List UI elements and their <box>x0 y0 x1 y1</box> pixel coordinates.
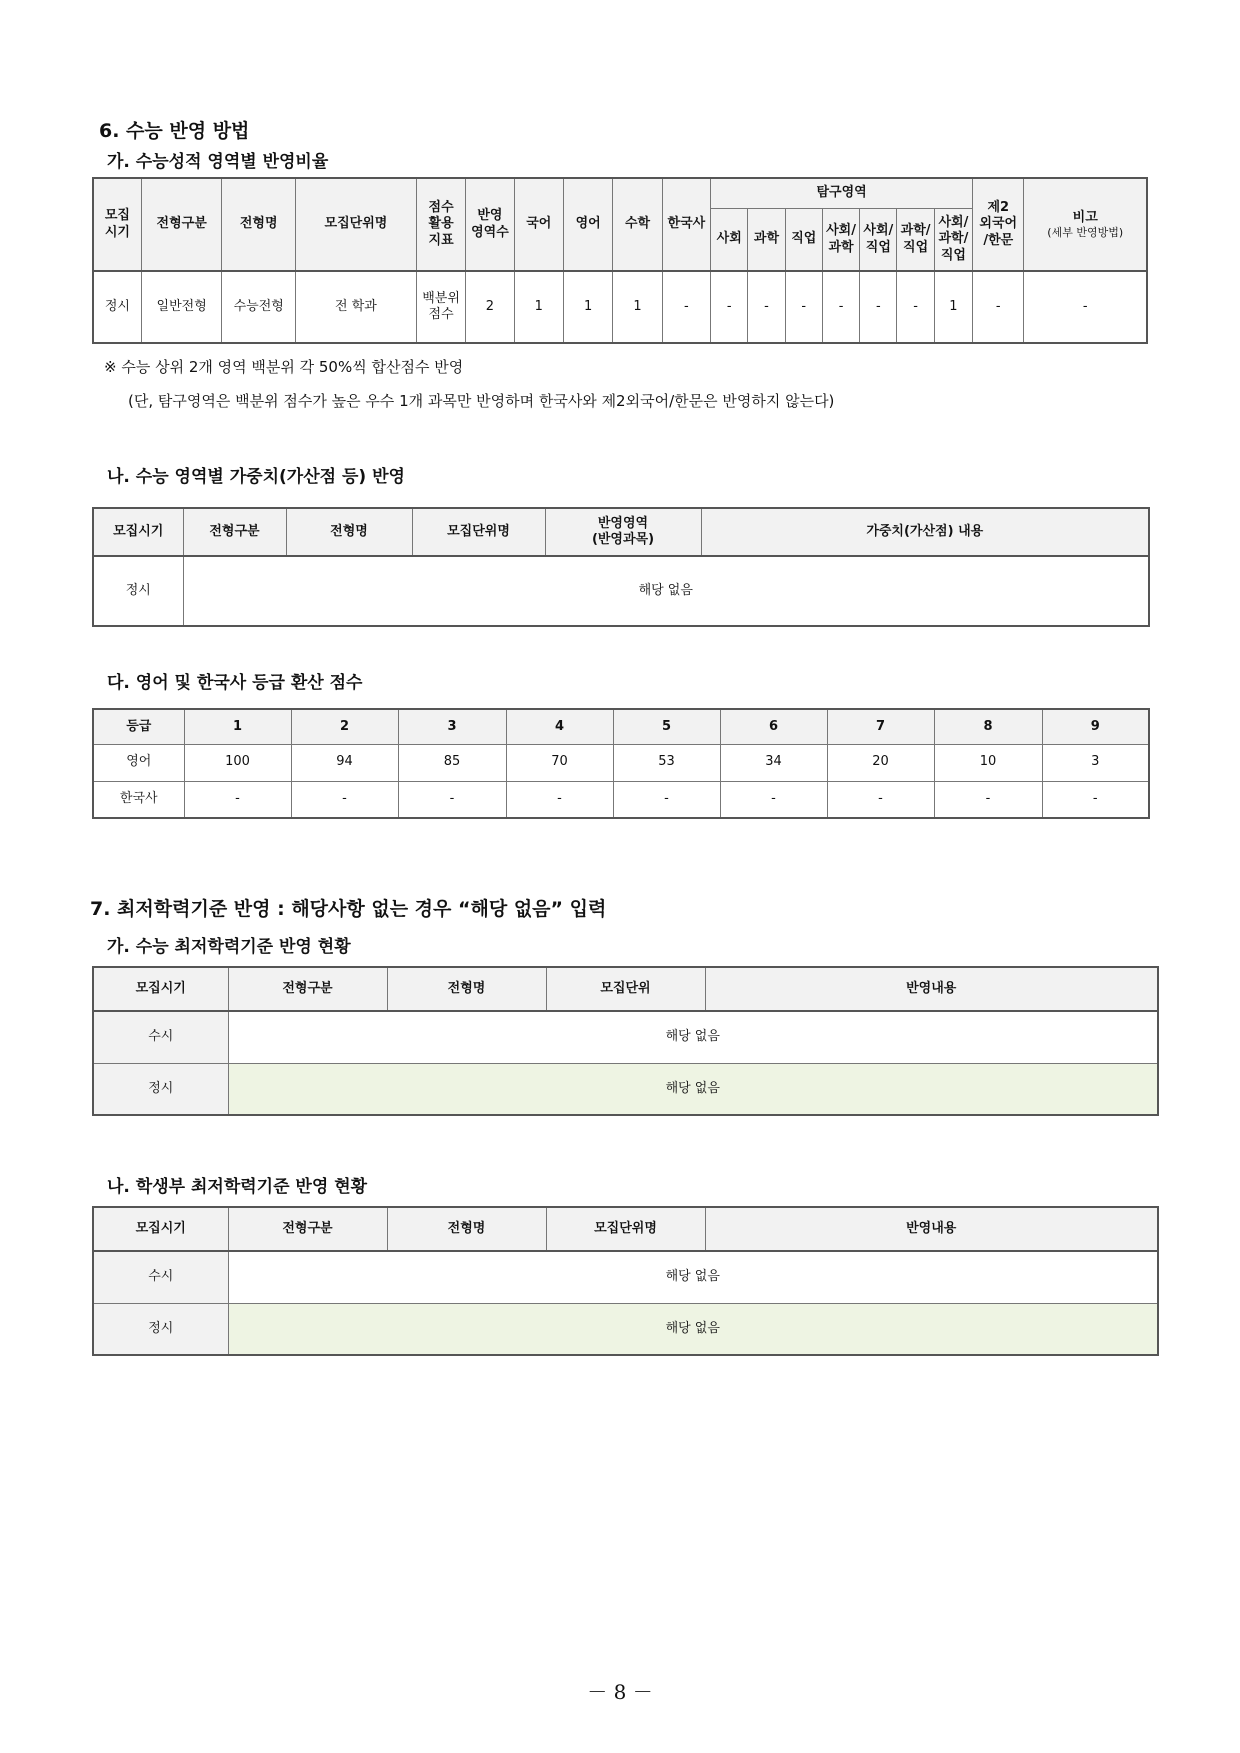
cell-score: 85 <box>398 744 506 781</box>
row-label-korean-history: 한국사 <box>93 781 184 818</box>
cell-score: - <box>827 781 934 818</box>
col-area: 반영영역 (반영과목) <box>545 508 701 556</box>
col-type: 전형구분 <box>228 1207 387 1251</box>
col-note-sub: (세부 반영방법) <box>1047 225 1124 239</box>
col-content: 반영내용 <box>705 1207 1158 1251</box>
col-unit: 모집단위 <box>546 967 705 1011</box>
cell-korean: 1 <box>514 271 563 343</box>
col-grade: 6 <box>720 709 827 744</box>
cell-inquiry: 1 <box>934 271 972 343</box>
grade-header-row <box>93 709 1149 744</box>
csat-minimum-table <box>92 966 1159 1116</box>
col-korean: 국어 <box>514 178 563 271</box>
subsection-7a-title: 가. 수능 최저학력기준 반영 현황 <box>107 937 351 957</box>
grade-conversion-table <box>92 708 1150 819</box>
subsection-6c-title: 다. 영어 및 한국사 등급 환산 점수 <box>107 673 363 693</box>
cell-inquiry: - <box>860 271 897 343</box>
col-grade: 2 <box>291 709 398 744</box>
col-inquiry-group: 탐구영역 <box>711 178 973 209</box>
table-row <box>93 781 1149 818</box>
cell-score: - <box>720 781 827 818</box>
cell-period: 수시 <box>93 1011 228 1063</box>
col-period: 모집시기 <box>93 967 228 1011</box>
table-row <box>93 556 1149 626</box>
cell-score: 10 <box>934 744 1042 781</box>
col-grade: 1 <box>184 709 291 744</box>
row-label-english: 영어 <box>93 744 184 781</box>
col-period: 모집시기 <box>93 1207 228 1251</box>
col-unit: 모집단위명 <box>296 178 417 271</box>
csat-ratio-header-row-1 <box>93 178 1147 209</box>
cell-score: 3 <box>1042 744 1149 781</box>
cell-note: - <box>1024 271 1147 343</box>
col-type: 전형구분 <box>141 178 222 271</box>
cell-score: 100 <box>184 744 291 781</box>
col-inquiry-sub: 사회/ 과학/ 직업 <box>934 209 972 271</box>
subsection-6b-title: 나. 수능 영역별 가중치(가산점 등) 반영 <box>107 467 405 487</box>
note-line-2: (단, 탐구영역은 백분위 점수가 높은 우수 1개 과목만 반영하며 한국사와 제2외국어/한문은 반영하지 않는다) <box>128 392 835 410</box>
col-period: 모집 시기 <box>93 178 141 271</box>
cell-period: 정시 <box>93 1063 228 1115</box>
cell-korean-history: - <box>662 271 710 343</box>
col-english: 영어 <box>563 178 612 271</box>
col-unit: 모집단위명 <box>546 1207 705 1251</box>
col-score-index: 점수 활용 지표 <box>416 178 465 271</box>
section-7-title: 7. 최저학력기준 반영 : 해당사항 없는 경우 “해당 없음” 입력 <box>90 898 607 920</box>
col-weight-content: 가중치(가산점) 내용 <box>701 508 1149 556</box>
cell-score: 94 <box>291 744 398 781</box>
col-inquiry-sub: 사회/ 직업 <box>860 209 897 271</box>
cell-content: 해당 없음 <box>228 1063 1158 1115</box>
col-name: 전형명 <box>387 1207 546 1251</box>
table-row <box>93 744 1149 781</box>
record-minimum-table <box>92 1206 1159 1356</box>
col-korean-history: 한국사 <box>662 178 710 271</box>
cell-score: - <box>506 781 613 818</box>
cell-score: - <box>291 781 398 818</box>
cell-score-index: 백분위 점수 <box>416 271 465 343</box>
record-minimum-header-row <box>93 1207 1158 1251</box>
col-inquiry-sub: 과학 <box>748 209 785 271</box>
cell-period: 정시 <box>93 271 141 343</box>
table-row <box>93 1063 1158 1115</box>
col-name: 전형명 <box>286 508 412 556</box>
cell-area-count: 2 <box>466 271 514 343</box>
note-line-1: ※ 수능 상위 2개 영역 백분위 각 50%씩 합산점수 반영 <box>104 358 464 376</box>
cell-second-language: - <box>973 271 1024 343</box>
cell-score: - <box>184 781 291 818</box>
table-row <box>93 271 1147 343</box>
cell-period: 정시 <box>93 1303 228 1355</box>
col-inquiry-sub: 직업 <box>785 209 822 271</box>
col-type: 전형구분 <box>228 967 387 1011</box>
csat-ratio-table <box>92 177 1148 344</box>
col-name: 전형명 <box>222 178 296 271</box>
table-row <box>93 1011 1158 1063</box>
col-grade: 3 <box>398 709 506 744</box>
col-inquiry-sub: 사회 <box>711 209 748 271</box>
subsection-6a-title: 가. 수능성적 영역별 반영비율 <box>107 152 329 172</box>
col-unit: 모집단위명 <box>412 508 545 556</box>
cell-content: 해당 없음 <box>228 1251 1158 1303</box>
col-note <box>1024 178 1147 271</box>
cell-score: - <box>1042 781 1149 818</box>
cell-score: 20 <box>827 744 934 781</box>
col-inquiry-sub: 사회/ 과학 <box>822 209 859 271</box>
col-grade: 5 <box>613 709 720 744</box>
cell-math: 1 <box>613 271 662 343</box>
cell-content: 해당 없음 <box>228 1011 1158 1063</box>
cell-inquiry: - <box>748 271 785 343</box>
col-math: 수학 <box>613 178 662 271</box>
cell-score: - <box>613 781 720 818</box>
col-grade: 7 <box>827 709 934 744</box>
cell-content: 해당 없음 <box>228 1303 1158 1355</box>
col-name: 전형명 <box>387 967 546 1011</box>
page-number: － 8 － <box>587 1680 653 1704</box>
col-second-language: 제2 외국어 /한문 <box>973 178 1024 271</box>
weight-header-row <box>93 508 1149 556</box>
col-content: 반영내용 <box>705 967 1158 1011</box>
cell-unit: 전 학과 <box>296 271 417 343</box>
table-row <box>93 1251 1158 1303</box>
cell-english: 1 <box>563 271 612 343</box>
cell-period: 정시 <box>93 556 183 626</box>
col-type: 전형구분 <box>183 508 286 556</box>
cell-score: 34 <box>720 744 827 781</box>
weight-table <box>92 507 1150 627</box>
cell-score: 53 <box>613 744 720 781</box>
cell-inquiry: - <box>711 271 748 343</box>
cell-period: 수시 <box>93 1251 228 1303</box>
subsection-7b-title: 나. 학생부 최저학력기준 반영 현황 <box>107 1177 368 1197</box>
cell-score: - <box>934 781 1042 818</box>
col-grade: 8 <box>934 709 1042 744</box>
col-period: 모집시기 <box>93 508 183 556</box>
section-6-title: 6. 수능 반영 방법 <box>99 120 250 142</box>
cell-inquiry: - <box>822 271 859 343</box>
csat-minimum-header-row <box>93 967 1158 1011</box>
cell-name: 수능전형 <box>222 271 296 343</box>
cell-score: 70 <box>506 744 613 781</box>
cell-content: 해당 없음 <box>183 556 1149 626</box>
col-area-count: 반영 영역수 <box>466 178 514 271</box>
cell-type: 일반전형 <box>141 271 222 343</box>
table-row <box>93 1303 1158 1355</box>
cell-score: - <box>398 781 506 818</box>
col-grade: 4 <box>506 709 613 744</box>
cell-inquiry: - <box>785 271 822 343</box>
col-note-label: 비고 <box>1072 209 1098 225</box>
col-grade-label: 등급 <box>93 709 184 744</box>
cell-inquiry: - <box>897 271 934 343</box>
col-grade: 9 <box>1042 709 1149 744</box>
col-inquiry-sub: 과학/ 직업 <box>897 209 934 271</box>
